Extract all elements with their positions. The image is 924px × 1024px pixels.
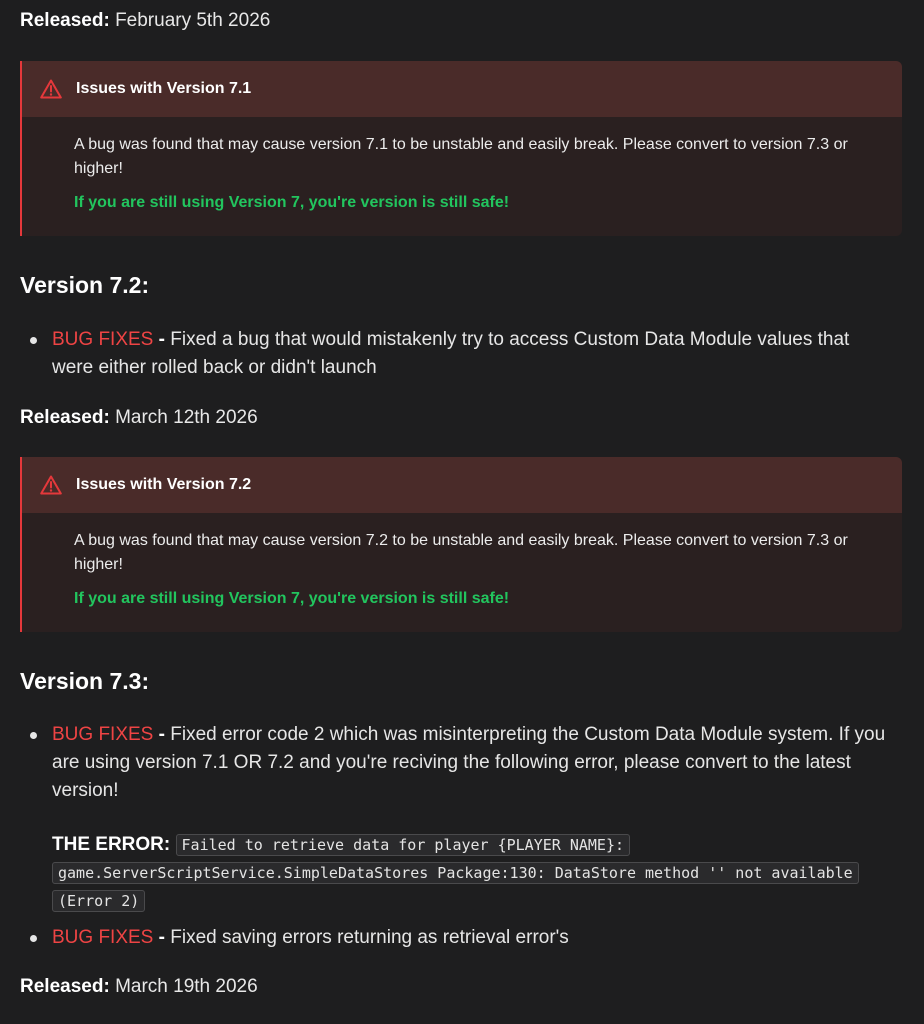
error-label: THE ERROR: — [52, 834, 171, 855]
callout-header — [22, 457, 902, 513]
callout-text: A bug was found that may cause version 7.1 to be unstable and easily break. Please convert to version 7.3 or higher! — [74, 136, 848, 177]
bullet-text: Fixed a bug that would mistakenly try to access Custom Data Module values that were either rolled back or didn't launch — [52, 329, 850, 378]
error-code: Failed to retrieve data for player {PLAYER NAME}: game.ServerScriptService.SimpleDataStores Package:130: DataStore method '' not available (Error 2) — [52, 834, 859, 912]
error-message-block — [52, 831, 912, 915]
callout-body — [22, 117, 902, 231]
bullet-text: Fixed error code 2 which was misinterpreting the Custom Data Module system. If you are using version 7.1 OR 7.2 and you're reciving the following error, please convert to the latest version! — [52, 724, 886, 801]
release-label: Released: — [20, 10, 110, 31]
callout-text: A bug was found that may cause version 7.2 to be unstable and easily break. Please convert to version 7.3 or higher! — [74, 532, 848, 573]
release-date-line — [20, 406, 258, 430]
release-date: March 12th 2026 — [115, 407, 258, 428]
version-heading-7-2: Version 7.2: — [20, 272, 150, 298]
warning-triangle-icon — [40, 79, 62, 99]
release-date-line — [20, 9, 270, 33]
separator-dash: - — [158, 329, 165, 350]
bug-fixes-tag: BUG FIXES — [52, 724, 154, 745]
bug-fixes-tag: BUG FIXES — [52, 927, 154, 948]
list-item — [52, 326, 892, 382]
list-item — [52, 721, 892, 805]
release-label: Released: — [20, 407, 110, 428]
callout-safe-note: If you are still using Version 7, you're version is still safe! — [74, 590, 510, 607]
separator-dash: - — [158, 724, 165, 745]
callout-body — [22, 513, 902, 627]
release-date: February 5th 2026 — [115, 10, 271, 31]
version-heading-7-3: Version 7.3: — [20, 668, 150, 694]
warning-triangle-icon — [40, 475, 62, 495]
issue-callout-v72 — [20, 457, 902, 632]
release-date: March 19th 2026 — [115, 976, 258, 997]
bug-fixes-tag: BUG FIXES — [52, 329, 154, 350]
callout-safe-note: If you are still using Version 7, you're version is still safe! — [74, 194, 510, 211]
callout-title: Issues with Version 7.1 — [76, 80, 252, 97]
bullet-text: Fixed saving errors returning as retrieval error's — [170, 927, 569, 948]
issue-callout-v71 — [20, 61, 902, 236]
callout-title: Issues with Version 7.2 — [76, 476, 252, 493]
release-date-line — [20, 975, 258, 999]
release-label: Released: — [20, 976, 110, 997]
separator-dash: - — [158, 927, 165, 948]
callout-header — [22, 61, 902, 117]
list-item — [52, 924, 892, 952]
